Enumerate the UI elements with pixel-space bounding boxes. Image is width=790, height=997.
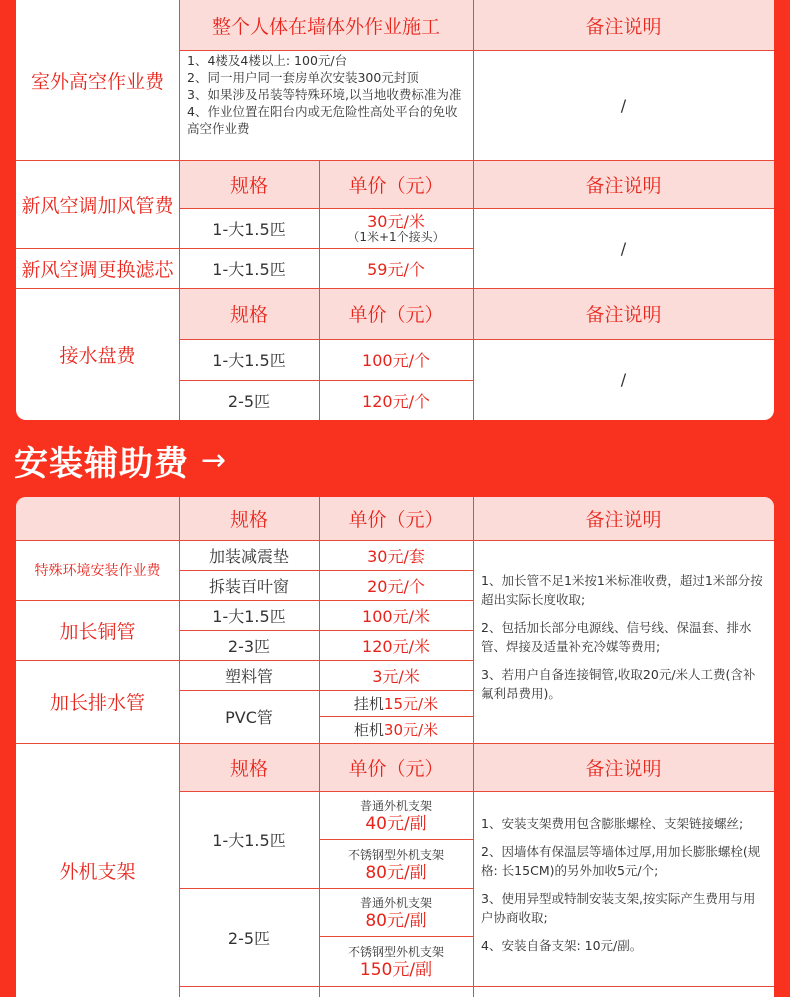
category-copper-pipe: 加长铜管 — [59, 620, 136, 643]
bracket-note-2: 2、因墙体有保温层等墙体过厚,用加长膨胀螺栓(规格: 长15CM)的另外加收5元/个; — [481, 843, 761, 878]
bracket-type-3: 普通外机支架 — [359, 896, 432, 910]
drip-header-spec: 规格 — [229, 304, 268, 326]
section-title — [14, 434, 227, 486]
divider — [179, 208, 774, 209]
divider — [319, 936, 473, 937]
bracket-header-notes-cell — [473, 743, 774, 791]
divider — [319, 160, 320, 420]
bracket-notes — [473, 791, 774, 986]
drain-pvc-row-1 — [319, 690, 473, 716]
divider — [179, 690, 473, 691]
divider — [179, 380, 473, 381]
copper-price-1: 100元/米 — [362, 606, 430, 626]
fresh-pipe-price: 30元/米 — [367, 211, 425, 231]
bracket-header-spec: 规格 — [229, 757, 268, 780]
divider — [179, 791, 774, 792]
bracket-spec-2: 2-5匹 — [227, 928, 271, 948]
drain-pvc-label-1: 挂机 — [353, 694, 384, 713]
drip-header-spec-cell — [179, 288, 319, 339]
aux-header-price-cell — [319, 497, 473, 540]
bracket-header-spec-cell — [179, 743, 319, 791]
category-outdoor-high: 室外高空作业费 — [30, 70, 164, 93]
fresh-filter-price: 59元/个 — [367, 259, 425, 279]
category-fresh-pipe: 新风空调加风管费 — [21, 194, 174, 217]
special-price-2: 20元/个 — [367, 576, 425, 596]
drip-header-price-cell — [319, 288, 473, 339]
bracket-type-2: 不锈钢型外机支架 — [347, 847, 444, 862]
bracket-type-4: 不锈钢型外机支架 — [347, 945, 444, 959]
fresh-header-notes-cell — [473, 160, 774, 208]
aux-note-2: 2、包括加长部分电源线、信号线、保温套、排水管、焊接及适量补充冷媒等费用; — [481, 620, 752, 654]
divider — [319, 497, 320, 997]
drip-price-2: 120元/个 — [362, 391, 430, 411]
copper-spec-2: 2-3匹 — [227, 636, 271, 656]
notes-header: 备注说明 — [585, 15, 662, 38]
outdoor-rules — [179, 50, 473, 160]
category-drain-pipe: 加长排水管 — [49, 692, 145, 714]
drain-pvc-label-2: 柜机 — [353, 721, 384, 739]
divider — [16, 743, 774, 744]
divider — [473, 497, 474, 997]
bracket-header-price-cell — [319, 743, 473, 791]
drain-pvc-row-2 — [319, 716, 473, 743]
upper-fee-table — [16, 0, 774, 420]
fresh-pipe-price-sub: （1米+1个接头） — [347, 229, 445, 244]
bracket-item-1 — [319, 791, 473, 839]
bracket-header-price: 单价（元） — [348, 757, 444, 780]
aux-header-notes-cell — [473, 497, 774, 540]
divider — [16, 540, 774, 541]
divider — [16, 288, 774, 289]
drip-price-1: 100元/个 — [362, 351, 430, 370]
drain-pvc-price-2: 30元/米 — [383, 721, 439, 739]
drain-pvc-spec: PVC管 — [225, 708, 273, 727]
special-price-1: 30元/套 — [367, 546, 425, 566]
category-fresh-filter: 新风空调更换滤芯 — [21, 258, 174, 281]
drip-spec-2: 2-5匹 — [227, 391, 271, 411]
fresh-header-spec: 规格 — [229, 174, 268, 197]
outdoor-remark: / — [620, 95, 627, 115]
divider — [16, 660, 473, 661]
divider — [179, 50, 774, 51]
header-cell-notes — [473, 0, 774, 50]
aux-header-spec: 规格 — [229, 509, 268, 531]
aux-fee-table — [16, 497, 774, 997]
drip-remark: / — [620, 370, 627, 389]
category-drip-tray: 接水盘费 — [59, 344, 136, 367]
special-spec-1: 加装减震垫 — [208, 546, 289, 566]
bracket-note-3: 3、使用异型或特制安装支架,按实际产生费用与用户协商收取; — [481, 890, 756, 925]
fresh-pipe-spec: 1-大1.5匹 — [212, 219, 286, 239]
divider — [179, 630, 473, 631]
bracket-header-notes: 备注说明 — [585, 757, 662, 780]
bracket-price-3: 80元/副 — [365, 911, 427, 931]
bracket-item-4 — [319, 936, 473, 986]
aux-header-notes: 备注说明 — [585, 509, 662, 531]
bracket-price-1: 40元/副 — [365, 814, 427, 834]
fresh-header-price: 单价（元） — [348, 174, 444, 197]
divider — [16, 160, 774, 161]
divider — [179, 570, 473, 571]
copper-price-2: 120元/米 — [362, 636, 430, 656]
special-spec-2: 拆装百叶窗 — [208, 576, 289, 596]
fresh-header-price-cell — [319, 160, 473, 208]
drip-header-notes-cell — [473, 288, 774, 339]
bracket-spec-1: 1-大1.5匹 — [212, 831, 286, 850]
divider — [319, 716, 473, 717]
aux-notes — [473, 540, 774, 743]
divider — [319, 839, 473, 840]
outdoor-rule-1: 1、4楼及4楼以上: 100元/台 — [187, 53, 348, 68]
outdoor-rule-2: 2、同一用户同一套房单次安装300元封顶 — [187, 70, 419, 85]
outdoor-header: 整个人体在墙体外作业施工 — [211, 15, 440, 38]
aux-header-blank — [16, 497, 179, 540]
drip-spec-1: 1-大1.5匹 — [212, 351, 286, 370]
divider — [179, 888, 473, 889]
divider — [16, 248, 473, 249]
copper-spec-1: 1-大1.5匹 — [212, 606, 286, 626]
bracket-note-1: 1、安装支架费用包含膨胀螺栓、支架链接螺丝; — [481, 815, 744, 831]
drain-plastic-price: 3元/米 — [372, 666, 420, 686]
drain-plastic-spec: 塑料管 — [224, 666, 273, 686]
arrow-right-icon: → — [201, 442, 228, 478]
divider — [179, 339, 774, 340]
fresh-remark: / — [620, 238, 627, 258]
header-cell-outdoor — [179, 0, 473, 50]
bracket-note-4: 4、安装自备支架: 10元/副。 — [481, 937, 643, 953]
divider — [473, 0, 474, 420]
outdoor-rule-4: 4、作业位置在阳台内或无危险性高处平台的免收高空作业费 — [187, 104, 458, 136]
drip-header-notes: 备注说明 — [585, 304, 662, 326]
bracket-item-3 — [319, 888, 473, 936]
bracket-item-2 — [319, 839, 473, 888]
fresh-filter-spec: 1-大1.5匹 — [212, 259, 286, 279]
fresh-header-spec-cell — [179, 160, 319, 208]
drain-pvc-price-1: 15元/米 — [383, 694, 439, 713]
divider — [16, 600, 473, 601]
category-special-env: 特殊环境安装作业费 — [34, 563, 161, 579]
bracket-price-4: 150元/副 — [359, 960, 433, 980]
drip-header-price: 单价（元） — [348, 304, 444, 326]
fresh-header-notes: 备注说明 — [585, 174, 662, 197]
aux-note-3: 3、若用户自备连接铜管,收取20元/米人工费(含补氟利昂费用)。 — [481, 667, 756, 701]
bracket-price-2: 80元/副 — [365, 862, 427, 883]
aux-note-1: 1、加长管不足1米按1米标准收费，超过1米部分按超出实际长度收取; — [481, 573, 763, 607]
divider — [179, 497, 180, 997]
category-bracket: 外机支架 — [59, 860, 136, 883]
outdoor-rule-3: 3、如果涉及吊装等特殊环境,以当地收费标准为准 — [187, 87, 462, 102]
aux-header-spec-cell — [179, 497, 319, 540]
fresh-pipe-price-cell — [319, 208, 473, 248]
bracket-type-1: 普通外机支架 — [359, 799, 432, 813]
aux-header-price: 单价（元） — [348, 509, 444, 531]
divider — [179, 0, 180, 420]
section-title-text: 安装辅助费 — [14, 443, 189, 484]
